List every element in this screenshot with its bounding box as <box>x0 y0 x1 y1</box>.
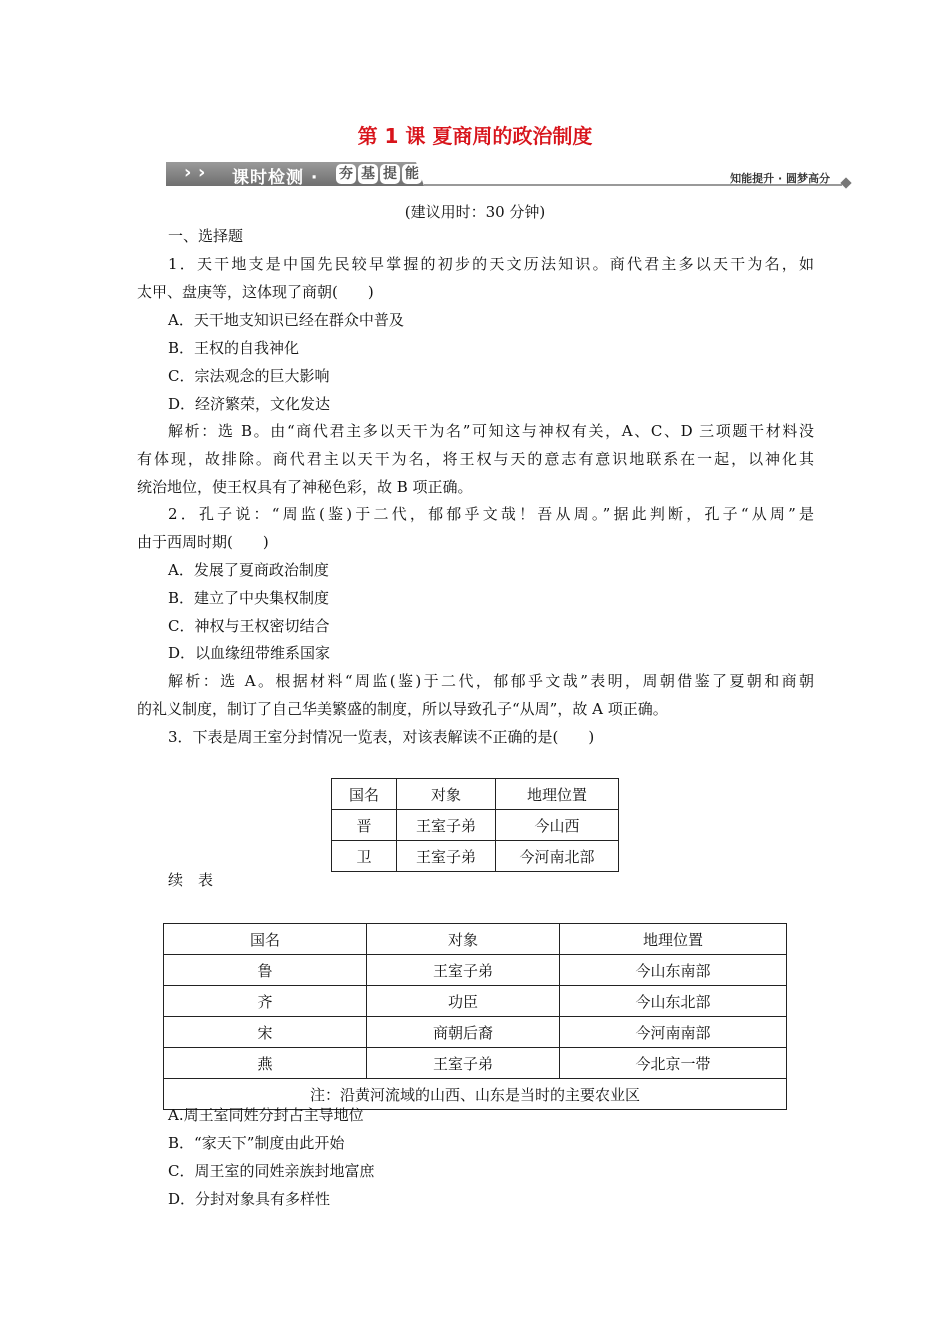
banner-badge: 能 <box>402 164 422 184</box>
table-cell: 今河南北部 <box>496 841 619 872</box>
banner-badge: 提 <box>380 164 400 184</box>
q3-stem: 3．下表是周王室分封情况一览表，对该表解读不正确的是( ) <box>168 728 595 746</box>
section-heading: 一、选择题 <box>168 227 244 245</box>
table-cell: 王室子弟 <box>397 810 496 841</box>
table-row <box>332 841 619 872</box>
table-cell: 齐 <box>164 986 367 1017</box>
fief-table-part2 <box>163 923 787 1110</box>
banner-left-text: 课时检测 · <box>232 168 319 188</box>
table-header-row <box>332 779 619 810</box>
q1-stem-line: 太甲、盘庚等，这体现了商朝( ) <box>137 283 374 301</box>
banner-badge: 夯 <box>336 164 356 184</box>
q1-option-b: B．王权的自我神化 <box>168 339 300 357</box>
q1-analysis-line: 解析：选 B。由“商代君主多以天干为名”可知这与神权有关，A、C、D 三项题干材料没 <box>168 422 814 440</box>
table-header-cell: 地理位置 <box>560 924 787 955</box>
table-cell: 今山东南部 <box>560 955 787 986</box>
table-cell: 宋 <box>164 1017 367 1048</box>
table-header-cell: 国名 <box>332 779 397 810</box>
table-cell: 王室子弟 <box>367 1048 560 1079</box>
table-cell: 王室子弟 <box>397 841 496 872</box>
table-cell: 功臣 <box>367 986 560 1017</box>
table-cell: 商朝后裔 <box>367 1017 560 1048</box>
table-cell: 燕 <box>164 1048 367 1079</box>
banner-right-text: 知能提升 · 圆梦高分 <box>730 172 830 185</box>
table-row <box>332 810 619 841</box>
table-note: 注：沿黄河流域的山西、山东是当时的主要农业区 <box>164 1079 787 1110</box>
table-row <box>164 1017 787 1048</box>
q3-option-a: A.周王室同姓分封占主导地位 <box>168 1106 364 1124</box>
q1-option-d: D．经济繁荣，文化发达 <box>168 395 331 413</box>
q1-stem-line: 1．天干地支是中国先民较早掌握的初步的天文历法知识。商代君主多以天干为名，如 <box>168 255 814 273</box>
table-row <box>164 955 787 986</box>
q1-analysis-line: 有体现，故排除。商代君主以天干为名，将王权与天的意志有意识地联系在一起，以神化其 <box>137 450 814 468</box>
q2-stem-line: 2．孔子说：“周监(鉴)于二代，郁郁乎文哉！吾从周。”据此判断，孔子“从周”是 <box>168 505 814 523</box>
table-cell: 今山东北部 <box>560 986 787 1017</box>
table-header-cell: 对象 <box>367 924 560 955</box>
table-header-cell: 国名 <box>164 924 367 955</box>
table-cell: 晋 <box>332 810 397 841</box>
table-cell: 今河南南部 <box>560 1017 787 1048</box>
table-cell: 鲁 <box>164 955 367 986</box>
banner-badge: 基 <box>358 164 378 184</box>
q2-option-d: D．以血缘纽带维系国家 <box>168 644 331 662</box>
section-banner <box>166 160 850 190</box>
q2-analysis-line: 解析：选 A。根据材料“周监(鉴)于二代，郁郁乎文哉”表明，周朝借鉴了夏朝和商朝 <box>168 672 814 690</box>
fief-table-part1 <box>331 778 619 872</box>
lesson-title: 第 1 课 夏商周的政治制度 <box>357 124 593 148</box>
q3-option-d: D．分封对象具有多样性 <box>168 1190 331 1208</box>
table-cell: 卫 <box>332 841 397 872</box>
table-cell: 王室子弟 <box>367 955 560 986</box>
q1-option-c: C．宗法观念的巨大影响 <box>168 367 330 385</box>
diamond-icon <box>840 177 851 188</box>
q1-option-a: A．天干地支知识已经在群众中普及 <box>168 311 404 329</box>
q2-option-b: B．建立了中央集权制度 <box>168 589 330 607</box>
q3-option-b: B．“家天下”制度由此开始 <box>168 1134 345 1152</box>
q2-option-a: A．发展了夏商政治制度 <box>168 561 329 579</box>
table-row <box>164 1048 787 1079</box>
table-cell: 今山西 <box>496 810 619 841</box>
q2-stem-line: 由于西周时期( ) <box>137 533 269 551</box>
table-cell: 今北京一带 <box>560 1048 787 1079</box>
time-note: (建议用时：30 分钟) <box>404 203 546 221</box>
table-row <box>164 986 787 1017</box>
q1-analysis-line: 统治地位，使王权具有了神秘色彩，故 B 项正确。 <box>137 478 473 496</box>
q2-analysis-line: 的礼义制度，制订了自己华美繁盛的制度，所以导致孔子“从周”，故 A 项正确。 <box>137 700 668 718</box>
table-header-row <box>164 924 787 955</box>
table-header-cell: 对象 <box>397 779 496 810</box>
table-header-cell: 地理位置 <box>496 779 619 810</box>
chevron-right-icon: › <box>184 162 192 183</box>
chevron-right-icon: › <box>198 162 206 183</box>
table-continued-label: 续 表 <box>168 871 214 889</box>
q2-option-c: C．神权与王权密切结合 <box>168 617 330 635</box>
q3-option-c: C．周王室的同姓亲族封地富庶 <box>168 1162 375 1180</box>
